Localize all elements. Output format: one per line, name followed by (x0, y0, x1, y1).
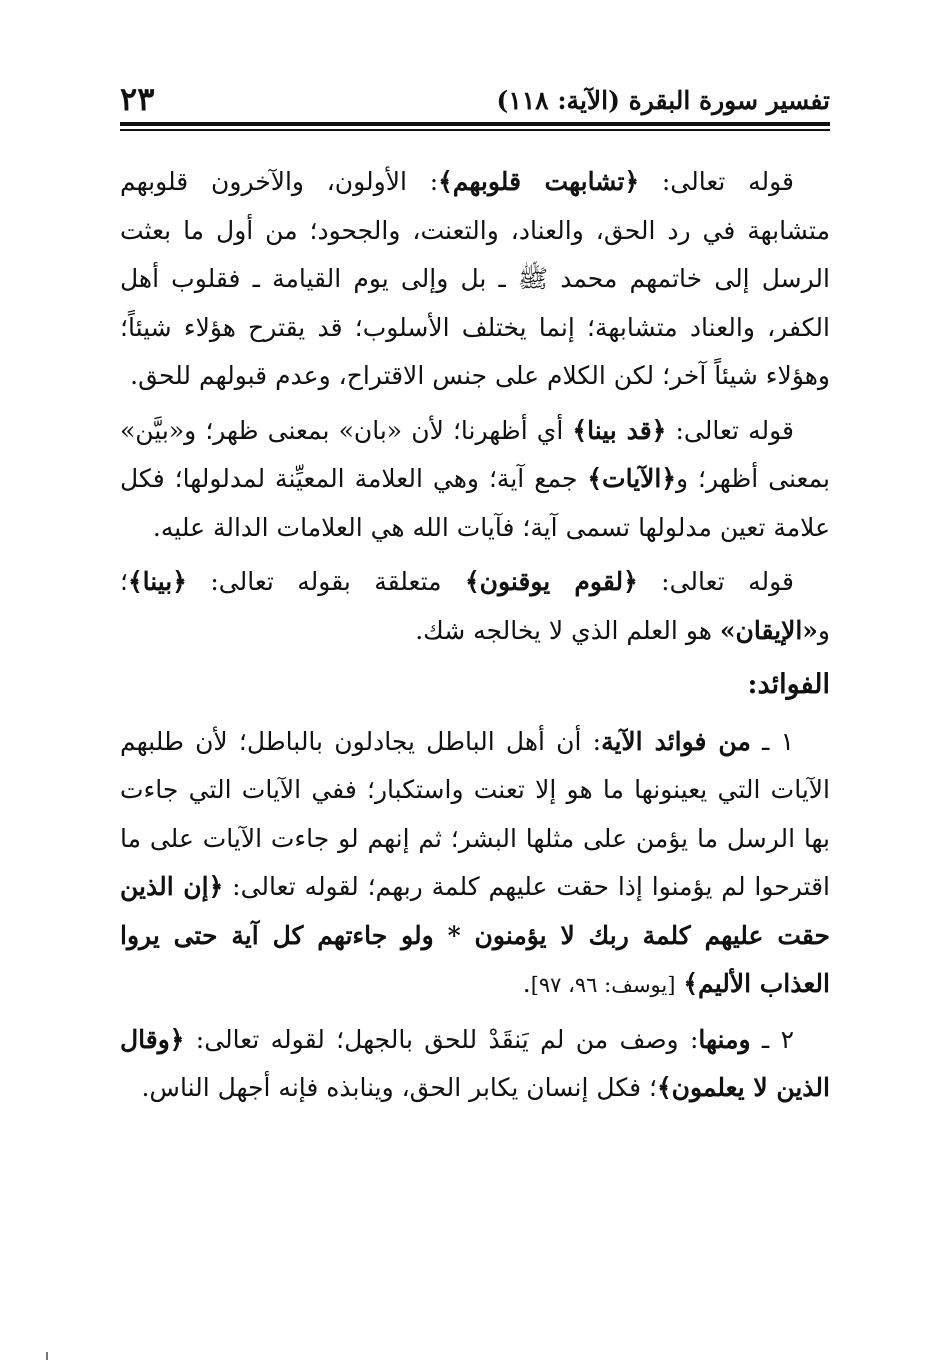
running-title: تفسير سورة البقرة (الآية: ١١٨) (496, 86, 830, 115)
paragraph-text: قوله تعالى: (666, 415, 794, 445)
page-number: ٢٣ (120, 80, 155, 118)
paragraph-text: قوله تعالى: (637, 567, 794, 596)
quran-quote: ﴿قد بينا﴾ (572, 415, 667, 445)
page-body (120, 158, 830, 1119)
verse-reference: [يوسف: ٩٦، ٩٧] (530, 973, 676, 997)
benefit-label: من فوائد الآية (601, 726, 751, 756)
paragraph-3 (120, 558, 830, 655)
quran-quote: ﴿إن الذين حقت عليهم كلمة ربك لا يؤمنون * ولو جاءتهم كل آية حتى يروا العذاب الأليم﴾ (120, 872, 830, 998)
list-number: ١ ـ (750, 726, 794, 756)
paragraph-text: : وصف من لم يَنقَدْ للحق بالجهل؛ لقوله تعالى: (184, 1024, 699, 1054)
paragraph-text: ؛ فكل إنسان يكابر الحق، وينابذه فإنه أجهل الناس. (141, 1073, 657, 1102)
paragraph-text: أي أظهرنا؛ لأن «بان» بمعنى ظهر؛ و«بيَّن» بمعنى أظهر؛ و (120, 415, 830, 493)
header-rule-thin (120, 129, 830, 131)
paragraph-text: قوله تعالى: (639, 167, 795, 196)
paragraph-text: متعلقة بقوله تعالى: (186, 567, 465, 596)
paragraph-text: ؛ و (120, 567, 830, 645)
page-header (120, 82, 830, 122)
section-heading: الفوائد: (747, 669, 830, 700)
header-rule-thick (120, 122, 830, 126)
quran-quote: ﴿الآيات﴾ (587, 464, 677, 493)
paragraph-text: هو العلم الذي لا يخالجه شك. (415, 615, 720, 645)
list-number: ٢ ـ (750, 1024, 795, 1054)
paragraph-5 (120, 1016, 830, 1113)
paragraph-2 (120, 407, 830, 553)
quran-quote: ﴿تشابهت قلوبهم﴾ (438, 167, 640, 196)
paragraph-text: جمع آية؛ وهي العلامة المعيِّنة لمدلولها؛ فكل علامة تعين مدلولها تسمى آية؛ فآيات الله هي العلامات الدالة عليه. (120, 464, 830, 542)
term: «الإيقان» (719, 615, 818, 645)
paragraph-text: : أن أهل الباطل يجادلون بالباطل؛ لأن طلبهم الآيات التي يعينونها ما هو إلا تعنت واستكبار؛ ففي الآيات التي جاءت بها الرسل ما يؤمن على مثلها البشر؛ ثم إنهم لو جاءت الآيات على ما اقترحوا لم يؤمنوا إذا حقت عليهم كلمة ربهم؛ لقوله تعالى: (120, 726, 830, 901)
paragraph-4 (120, 718, 830, 1010)
quran-quote: ﴿بينا﴾ (127, 567, 187, 596)
quran-quote: ﴿وقال الذين لا يعلمون﴾ (120, 1024, 830, 1102)
paragraph-text: . (522, 969, 531, 998)
quran-quote: ﴿لقوم يوقنون﴾ (464, 567, 638, 596)
paragraph-text: : الأولون، والآخرون قلوبهم متشابهة في رد الحق، والعناد، والتعنت، والجحود؛ من أول ما بعثت الرسل إلى خاتمهم محمد ﷺ ـ بل وإلى يوم القيامة ـ فقلوب أهل الكفر، والعناد متشابهة؛ إنما يختلف الأسلوب؛ قد يقترح هؤلاء شيئاً؛ وهؤلاء شيئاً آخر؛ لكن الكلام على جنس الاقتراح، وعدم قبولهم للحق. (120, 167, 830, 390)
paragraph-1 (120, 158, 830, 401)
scan-mark (46, 1352, 48, 1360)
benefit-label: ومنها (698, 1024, 751, 1054)
